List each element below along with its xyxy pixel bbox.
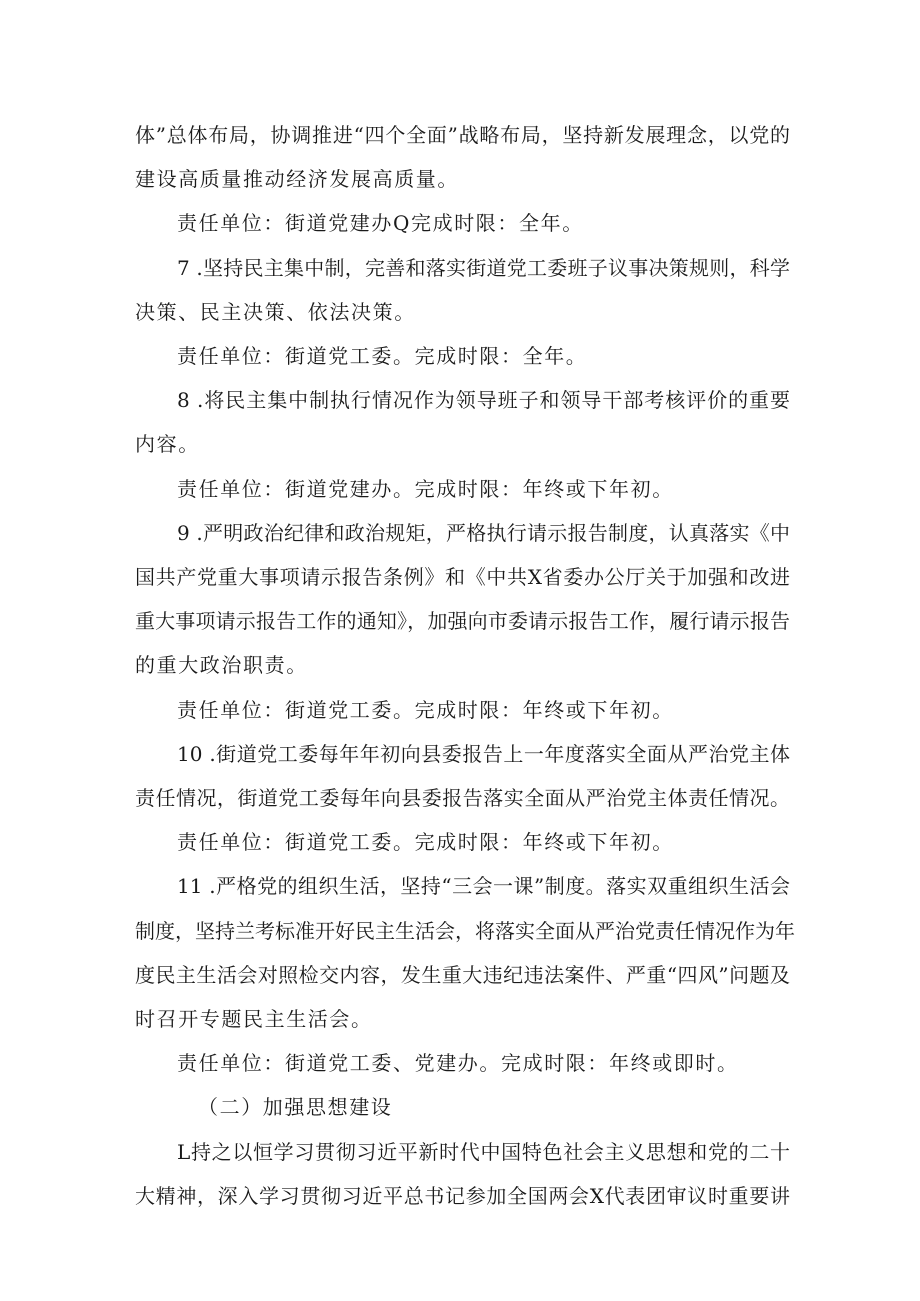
section-heading: （二）加强思想建设 bbox=[198, 1095, 393, 1119]
text-line: 10 .街道党工委每年年初向县委报告上一年度落实全面从严治党主体 bbox=[177, 742, 790, 766]
text-line: 重大事项请示报告工作的通知》，加强向市委请示报告工作，履行请示报告 bbox=[135, 609, 790, 633]
text-line: 8 .将民主集中制执行情况作为领导班子和领导干部考核评价的重要 bbox=[177, 388, 790, 412]
text-line: L持之以恒学习贯彻习近平新时代中国特色社会主义思想和党的二十 bbox=[177, 1140, 790, 1164]
text-line: 建设高质量推动经济发展高质量。 bbox=[135, 167, 459, 191]
text-line: 时召开专题民主生活会。 bbox=[135, 1007, 373, 1031]
text-line: 制度，坚持兰考标准开好民主生活会，将落实全面从严治党责任情况作为年 bbox=[135, 919, 795, 943]
text-line: 责任单位：街道党工委。完成时限：全年。 bbox=[177, 344, 588, 368]
text-line: 体”总体布局，协调推进“四个全面”战略布局，坚持新发展理念，以党的 bbox=[135, 123, 790, 147]
text-line: 责任单位：街道党工委、党建办。完成时限：年终或即时。 bbox=[177, 1051, 739, 1075]
text-line: 度民主生活会对照检交内容，发生重大违纪违法案件、严重“四风”问题及 bbox=[135, 963, 790, 987]
text-line: 责任情况，街道党工委每年向县委报告落实全面从严治党主体责任情况。 bbox=[135, 786, 790, 810]
text-line: 11 .严格党的组织生活，坚持“三会一课”制度。落实双重组织生活会 bbox=[177, 874, 790, 898]
text-line: 责任单位：街道党建办Q完成时限：全年。 bbox=[177, 211, 584, 235]
text-line: 责任单位：街道党工委。完成时限：年终或下年初。 bbox=[177, 698, 674, 722]
text-line: 责任单位：街道党工委。完成时限：年终或下年初。 bbox=[177, 830, 674, 854]
text-line: 责任单位：街道党建办。完成时限：年终或下年初。 bbox=[177, 477, 674, 501]
text-line: 决策、民主决策、依法决策。 bbox=[135, 300, 416, 324]
text-line: 大精神，深入学习贯彻习近平总书记参加全国两会X代表团审议时重要讲 bbox=[135, 1184, 790, 1208]
text-line: 内容。 bbox=[135, 432, 200, 456]
text-line: 的重大政治职责。 bbox=[135, 653, 308, 677]
text-line: 9 .严明政治纪律和政治规矩，严格执行请示报告制度，认真落实《中 bbox=[177, 521, 790, 545]
text-line: 7 .坚持民主集中制，完善和落实街道党工委班子议事决策规则，科学 bbox=[177, 256, 790, 280]
text-line: 国共产党重大事项请示报告条例》和《中共X省委办公厅关于加强和改进 bbox=[135, 565, 790, 589]
